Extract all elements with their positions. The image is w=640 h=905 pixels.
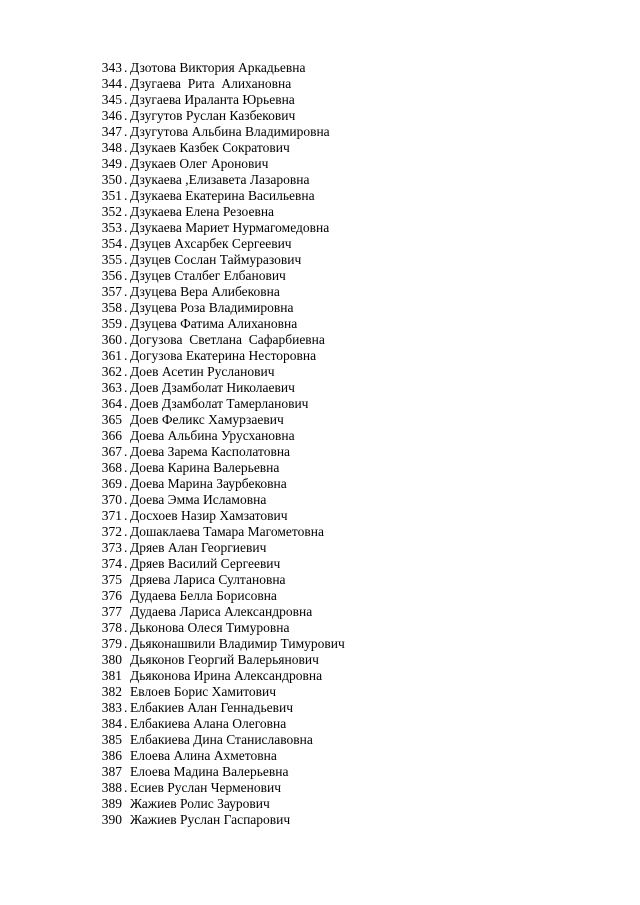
entry-separator: . (124, 492, 128, 507)
list-item (100, 444, 345, 460)
entry-name: Елбакиева Дина Станиславовна (130, 732, 313, 747)
entry-name: Жажиев Руслан Гаспарович (130, 812, 291, 827)
entry-name: Догузова Екатерина Несторовна (130, 348, 317, 363)
entry-number: 371 (101, 508, 122, 523)
entry-name: Досхоев Назир Хамзатович (130, 508, 288, 523)
list-item (100, 220, 345, 236)
list-item (100, 588, 345, 604)
entry-separator: . (124, 316, 128, 331)
entry-name: Дзугутов Руслан Казбекович (130, 108, 296, 123)
entry-number: 343 (101, 60, 122, 75)
entry-name: Дзуцева Роза Владимировна (130, 300, 294, 315)
list-item (100, 556, 345, 572)
entry-separator: . (124, 252, 128, 267)
list-item (100, 700, 345, 716)
entry-name: Дзугаева Ираланта Юрьевна (130, 92, 295, 107)
name-list (100, 60, 345, 828)
entry-separator: . (124, 172, 128, 187)
entry-number: 364 (101, 396, 122, 411)
entry-name: Евлоев Борис Хамитович (130, 684, 277, 699)
entry-number: 350 (101, 172, 122, 187)
entry-name: Жажиев Ролис Заурович (130, 796, 270, 811)
list-item (100, 684, 345, 700)
entry-number: 374 (101, 556, 122, 571)
entry-number: 381 (101, 668, 122, 683)
entry-name: Дошаклаева Тамара Магометовна (130, 524, 324, 539)
list-item (100, 172, 345, 188)
entry-number: 344 (101, 76, 122, 91)
entry-separator: . (124, 204, 128, 219)
entry-name: Доев Асетин Русланович (130, 364, 275, 379)
list-item (100, 764, 345, 780)
list-item (100, 284, 345, 300)
list-item (100, 332, 345, 348)
entry-name: Доев Дзамболат Тамерланович (130, 396, 309, 411)
list-item (100, 60, 345, 76)
entry-separator: . (124, 236, 128, 251)
entry-name: Доева Эмма Исламовна (130, 492, 267, 507)
entry-number: 385 (101, 732, 122, 747)
list-item (100, 812, 345, 828)
entry-name: Дряева Лариса Султановна (130, 572, 286, 587)
entry-name: Елоева Мадина Валерьевна (130, 764, 289, 779)
list-item (100, 124, 345, 140)
entry-separator: . (124, 444, 128, 459)
entry-number: 363 (101, 380, 122, 395)
list-item (100, 524, 345, 540)
entry-number: 357 (101, 284, 122, 299)
entry-name: Дзуцев Сослан Таймуразович (130, 252, 302, 267)
entry-number: 348 (101, 140, 122, 155)
entry-number: 377 (101, 604, 122, 619)
entry-number: 375 (101, 572, 122, 587)
entry-number: 355 (101, 252, 122, 267)
entry-separator: . (124, 364, 128, 379)
entry-number: 353 (101, 220, 122, 235)
entry-number: 352 (101, 204, 122, 219)
entry-number: 347 (101, 124, 122, 139)
entry-name: Дьяконашвили Владимир Тимурович (130, 636, 345, 651)
entry-number: 369 (101, 476, 122, 491)
entry-name: Доева Карина Валерьевна (130, 460, 280, 475)
entry-number: 380 (101, 652, 122, 667)
entry-name: Дзукаева Мариет Нурмагомедовна (130, 220, 330, 235)
entry-separator: . (124, 556, 128, 571)
entry-separator: . (124, 156, 128, 171)
entry-separator: . (124, 92, 128, 107)
entry-number: 354 (101, 236, 122, 251)
entry-number: 351 (101, 188, 122, 203)
entry-number: 346 (101, 108, 122, 123)
list-item (100, 348, 345, 364)
entry-separator: . (124, 540, 128, 555)
list-item (100, 364, 345, 380)
entry-name: Доев Дзамболат Николаевич (130, 380, 295, 395)
entry-name: Елоева Алина Ахметовна (130, 748, 277, 763)
list-item (100, 572, 345, 588)
entry-number: 390 (101, 812, 122, 827)
list-item (100, 476, 345, 492)
entry-number: 367 (101, 444, 122, 459)
entry-separator: . (124, 476, 128, 491)
entry-number: 362 (101, 364, 122, 379)
entry-name: Дзуцев Сталбег Елбанович (130, 268, 286, 283)
entry-name: Дзукаева Екатерина Васильевна (130, 188, 315, 203)
entry-separator: . (124, 268, 128, 283)
entry-separator: . (124, 300, 128, 315)
list-item (100, 796, 345, 812)
entry-name: Доев Феликс Хамурзаевич (130, 412, 284, 427)
entry-number: 383 (101, 700, 122, 715)
list-item (100, 508, 345, 524)
entry-name: Дзукаева Елена Резоевна (130, 204, 275, 219)
entry-separator: . (124, 140, 128, 155)
entry-number: 359 (101, 316, 122, 331)
list-item (100, 188, 345, 204)
list-item (100, 428, 345, 444)
list-item (100, 140, 345, 156)
list-item (100, 716, 345, 732)
list-item (100, 76, 345, 92)
entry-number: 365 (101, 412, 122, 427)
list-item (100, 300, 345, 316)
entry-name: Дудаева Лариса Александровна (130, 604, 313, 619)
entry-number: 366 (101, 428, 122, 443)
entry-number: 386 (101, 748, 122, 763)
entry-number: 376 (101, 588, 122, 603)
entry-separator: . (124, 620, 128, 635)
entry-separator: . (124, 124, 128, 139)
entry-number: 372 (101, 524, 122, 539)
entry-number: 356 (101, 268, 122, 283)
entry-separator: . (124, 188, 128, 203)
list-item (100, 748, 345, 764)
entry-separator: . (124, 332, 128, 347)
entry-separator: . (124, 220, 128, 235)
entry-number: 379 (101, 636, 122, 651)
entry-name: Дзукаев Казбек Сократович (130, 140, 290, 155)
list-item (100, 396, 345, 412)
list-item (100, 204, 345, 220)
entry-name: Дряев Алан Георгиевич (130, 540, 267, 555)
entry-separator: . (124, 700, 128, 715)
list-item (100, 252, 345, 268)
list-item (100, 732, 345, 748)
list-item (100, 92, 345, 108)
entry-number: 358 (101, 300, 122, 315)
entry-number: 349 (101, 156, 122, 171)
entry-name: Дудаева Белла Борисовна (130, 588, 277, 603)
entry-number: 345 (101, 92, 122, 107)
entry-separator: . (124, 508, 128, 523)
list-item (100, 236, 345, 252)
entry-separator: . (124, 348, 128, 363)
list-item (100, 108, 345, 124)
entry-separator: . (124, 108, 128, 123)
list-item (100, 412, 345, 428)
entry-name: Доева Марина Заурбековна (130, 476, 287, 491)
list-item (100, 268, 345, 284)
entry-number: 384 (101, 716, 122, 731)
list-item (100, 156, 345, 172)
list-item (100, 380, 345, 396)
list-item (100, 668, 345, 684)
entry-name: Догузова Светлана Сафарбиевна (130, 332, 325, 347)
entry-name: Есиев Руслан Черменович (130, 780, 281, 795)
list-item (100, 604, 345, 620)
entry-separator: . (124, 460, 128, 475)
entry-number: 378 (101, 620, 122, 635)
entry-name: Елбакиев Алан Геннадьевич (130, 700, 294, 715)
entry-separator: . (124, 780, 128, 795)
entry-name: Елбакиева Алана Олеговна (130, 716, 287, 731)
entry-name: Дзукаева ,Елизавета Лазаровна (130, 172, 310, 187)
entry-separator: . (124, 380, 128, 395)
entry-separator: . (124, 396, 128, 411)
list-item (100, 652, 345, 668)
entry-name: Дзугаева Рита Алихановна (130, 76, 292, 91)
entry-number: 388 (101, 780, 122, 795)
list-item (100, 460, 345, 476)
entry-number: 360 (101, 332, 122, 347)
entry-number: 387 (101, 764, 122, 779)
entry-separator: . (124, 60, 128, 75)
entry-number: 370 (101, 492, 122, 507)
entry-separator: . (124, 524, 128, 539)
entry-name: Доева Альбина Урусхановна (130, 428, 295, 443)
list-item (100, 316, 345, 332)
list-item (100, 492, 345, 508)
entry-separator: . (124, 636, 128, 651)
entry-separator: . (124, 716, 128, 731)
entry-number: 382 (101, 684, 122, 699)
entry-number: 361 (101, 348, 122, 363)
entry-number: 389 (101, 796, 122, 811)
list-item (100, 540, 345, 556)
entry-name: Дзуцева Фатима Алихановна (130, 316, 298, 331)
entry-name: Дьконова Олеся Тимуровна (130, 620, 290, 635)
entry-separator: . (124, 284, 128, 299)
entry-number: 373 (101, 540, 122, 555)
entry-name: Дьяконова Ирина Александровна (130, 668, 323, 683)
entry-name: Дряев Василий Сергеевич (130, 556, 281, 571)
entry-name: Дзугутова Альбина Владимировна (130, 124, 330, 139)
entry-number: 368 (101, 460, 122, 475)
list-item (100, 620, 345, 636)
list-item (100, 636, 345, 652)
entry-name: Дзуцева Вера Алибековна (130, 284, 280, 299)
entry-name: Доева Зарема Касполатовна (130, 444, 291, 459)
entry-name: Дьяконов Георгий Валерьянович (130, 652, 319, 667)
entry-name: Дзуцев Ахсарбек Сергеевич (130, 236, 292, 251)
entry-separator: . (124, 76, 128, 91)
entry-name: Дзукаев Олег Аронович (130, 156, 269, 171)
list-item (100, 780, 345, 796)
entry-name: Дзотова Виктория Аркадьевна (130, 60, 306, 75)
